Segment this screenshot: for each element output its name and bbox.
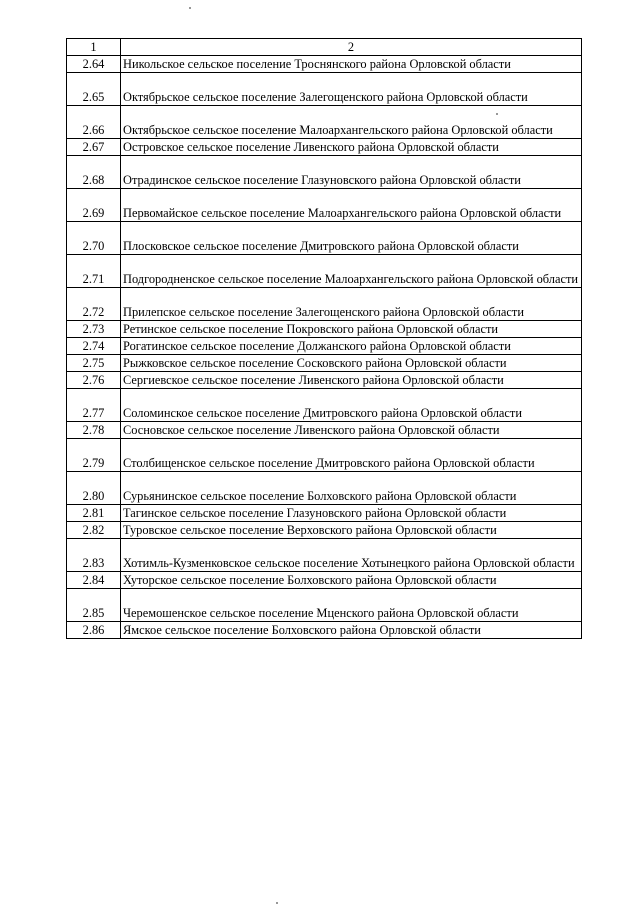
- row-number: 2.71: [67, 255, 121, 288]
- settlement-name: Сергиевское сельское поселение Ливенского района Орловской области: [121, 372, 582, 389]
- table-row: [67, 589, 582, 622]
- row-number: 2.68: [67, 156, 121, 189]
- table-row: [67, 222, 582, 255]
- row-number: 2.81: [67, 505, 121, 522]
- table-header-row: [67, 39, 582, 56]
- settlement-name: Плосковское сельское поселение Дмитровского района Орловской области: [121, 222, 582, 255]
- row-number: 2.77: [67, 389, 121, 422]
- row-number: 2.69: [67, 189, 121, 222]
- row-number: 2.73: [67, 321, 121, 338]
- settlement-name: Черемошенское сельское поселение Мценского района Орловской области: [121, 589, 582, 622]
- settlement-name: Октябрьское сельское поселение Залегощенского района Орловской области: [121, 73, 582, 106]
- table-row: [67, 288, 582, 321]
- table-row: [67, 439, 582, 472]
- table-row: [67, 255, 582, 288]
- table-row: [67, 139, 582, 156]
- settlement-name: Тагинское сельское поселение Глазуновского района Орловской области: [121, 505, 582, 522]
- table-row: [67, 422, 582, 439]
- row-number: 2.74: [67, 338, 121, 355]
- table-row: [67, 338, 582, 355]
- settlement-name: Первомайское сельское поселение Малоархангельского района Орловской области: [121, 189, 582, 222]
- settlement-name: Октябрьское сельское поселение Малоархангельского района Орловской области: [121, 106, 582, 139]
- table-body: [67, 56, 582, 639]
- settlement-name: Хотимль-Кузменковское сельское поселение Хотынецкого района Орловской области: [121, 539, 582, 572]
- row-number: 2.67: [67, 139, 121, 156]
- row-number: 2.64: [67, 56, 121, 73]
- settlement-name: Ретинское сельское поселение Покровского района Орловской области: [121, 321, 582, 338]
- table-row: [67, 355, 582, 372]
- settlement-name: Рогатинское сельское поселение Должанского района Орловской области: [121, 338, 582, 355]
- table-row: [67, 56, 582, 73]
- settlement-name: Туровское сельское поселение Верховского района Орловской области: [121, 522, 582, 539]
- table-row: [67, 622, 582, 639]
- table-row: [67, 189, 582, 222]
- row-number: 2.83: [67, 539, 121, 572]
- row-number: 2.72: [67, 288, 121, 321]
- row-number: 2.65: [67, 73, 121, 106]
- table-row: [67, 156, 582, 189]
- column-header-name: 2: [121, 39, 582, 56]
- row-number: 2.80: [67, 472, 121, 505]
- settlement-name: Ямское сельское поселение Болховского района Орловской области: [121, 622, 582, 639]
- settlement-name: Столбищенское сельское поселение Дмитровского района Орловской области: [121, 439, 582, 472]
- table-row: [67, 321, 582, 338]
- settlement-name: Сурьянинское сельское поселение Болховского района Орловской области: [121, 472, 582, 505]
- settlement-name: Островское сельское поселение Ливенского района Орловской области: [121, 139, 582, 156]
- row-number: 2.84: [67, 572, 121, 589]
- settlement-name: Никольское сельское поселение Троснянского района Орловской области: [121, 56, 582, 73]
- table-row: [67, 106, 582, 139]
- scan-speck: [276, 902, 278, 904]
- settlement-name: Прилепское сельское поселение Залегощенского района Орловской области: [121, 288, 582, 321]
- row-number: 2.82: [67, 522, 121, 539]
- row-number: 2.75: [67, 355, 121, 372]
- column-header-number: 1: [67, 39, 121, 56]
- row-number: 2.66: [67, 106, 121, 139]
- row-number: 2.86: [67, 622, 121, 639]
- scan-speck: [189, 7, 191, 9]
- table-row: [67, 372, 582, 389]
- table-row: [67, 522, 582, 539]
- row-number: 2.85: [67, 589, 121, 622]
- table-row: [67, 73, 582, 106]
- settlement-name: Отрадинское сельское поселение Глазуновского района Орловской области: [121, 156, 582, 189]
- row-number: 2.79: [67, 439, 121, 472]
- table-row: [67, 472, 582, 505]
- table-row: [67, 389, 582, 422]
- settlement-name: Хуторское сельское поселение Болховского района Орловской области: [121, 572, 582, 589]
- row-number: 2.76: [67, 372, 121, 389]
- table-row: [67, 572, 582, 589]
- row-number: 2.70: [67, 222, 121, 255]
- settlement-name: Соломинское сельское поселение Дмитровского района Орловской области: [121, 389, 582, 422]
- row-number: 2.78: [67, 422, 121, 439]
- settlement-name: Подгородненское сельское поселение Малоархангельского района Орловской области: [121, 255, 582, 288]
- settlement-name: Сосновское сельское поселение Ливенского района Орловской области: [121, 422, 582, 439]
- settlement-name: Рыжковское сельское поселение Сосковского района Орловской области: [121, 355, 582, 372]
- table-row: [67, 539, 582, 572]
- settlements-table: [66, 38, 582, 639]
- table-row: [67, 505, 582, 522]
